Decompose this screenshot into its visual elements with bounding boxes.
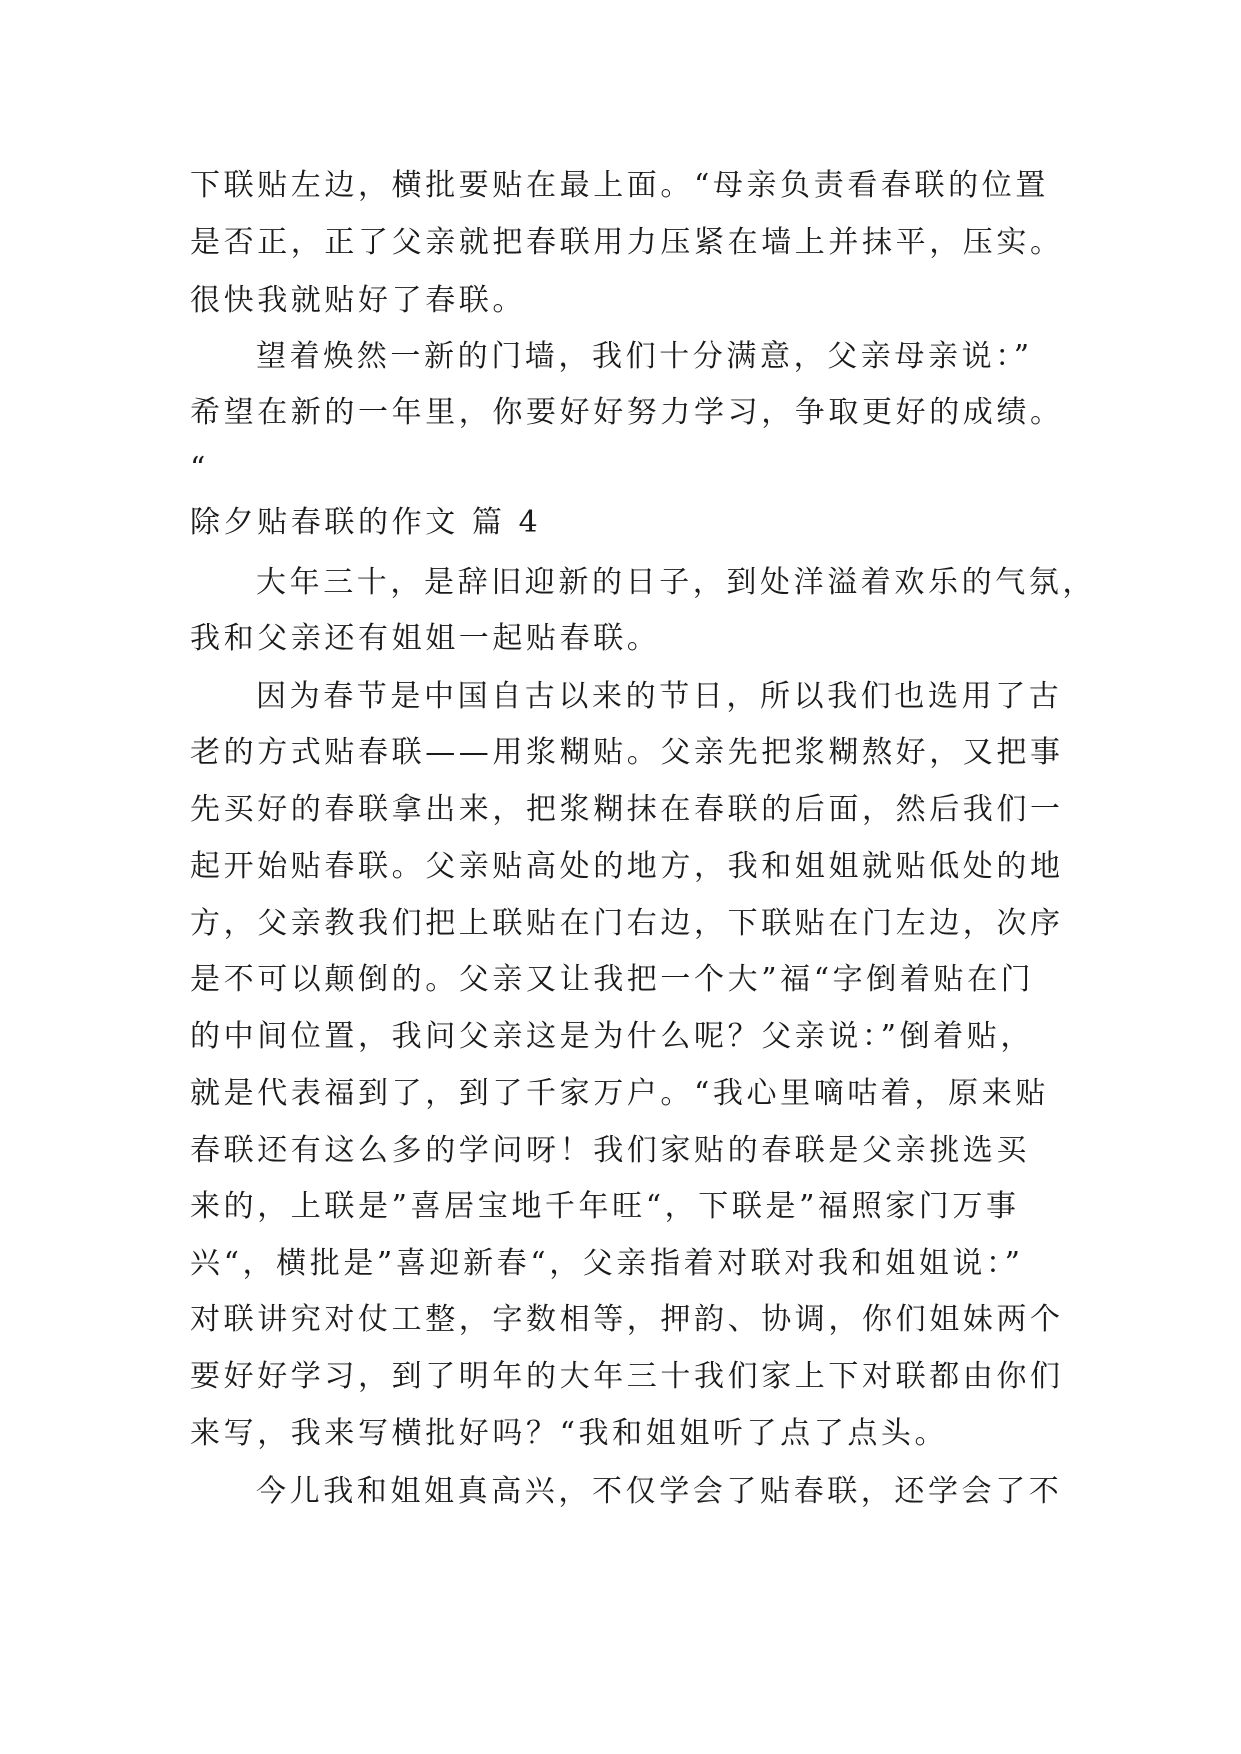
text-line: 来写，我来写横批好吗？“我和姐姐听了点了点头。	[190, 1416, 949, 1451]
text-line: 老的方式贴春联——用浆糊贴。父亲先把浆糊熬好，又把事	[190, 735, 1064, 770]
text-line: 对联讲究对仗工整，字数相等，押韵、协调，你们姐妹两个	[190, 1302, 1064, 1337]
text-line: 望着焕然一新的门墙，我们十分满意，父亲母亲说：”	[256, 339, 1033, 374]
text-line: 下联贴左边，横批要贴在最上面。“母亲负责看春联的位置	[190, 168, 1049, 203]
text-line: 希望在新的一年里，你要好好努力学习，争取更好的成绩。	[190, 395, 1064, 430]
text-line: 兴“，横批是”喜迎新春“，父亲指着对联对我和姐姐说：”	[190, 1246, 1024, 1281]
text-line: 先买好的春联拿出来，把浆糊抹在春联的后面，然后我们一	[190, 792, 1064, 827]
text-line: 因为春节是中国自古以来的节日，所以我们也选用了古	[256, 679, 1063, 714]
text-line: 方，父亲教我们把上联贴在门右边，下联贴在门左边，次序	[190, 906, 1064, 941]
text-line: 是不可以颠倒的。父亲又让我把一个大”福“字倒着贴在门	[190, 962, 1035, 997]
section-heading: 除夕贴春联的作文 篇 4	[190, 505, 542, 540]
text-line: “	[190, 451, 209, 486]
text-line: 我和父亲还有姐姐一起贴春联。	[190, 621, 661, 656]
text-line: 就是代表福到了，到了千家万户。“我心里嘀咕着，原来贴	[190, 1076, 1049, 1111]
text-line: 要好好学习，到了明年的大年三十我们家上下对联都由你们	[190, 1359, 1064, 1394]
text-line: 春联还有这么多的学问呀！我们家贴的春联是父亲挑选买	[190, 1133, 1030, 1168]
text-line: 的中间位置，我问父亲这是为什么呢？父亲说：”倒着贴，	[190, 1019, 1034, 1054]
text-line: 大年三十，是辞旧迎新的日子，到处洋溢着欢乐的气氛，	[256, 565, 1096, 600]
text-line: 很快我就贴好了春联。	[190, 283, 526, 318]
text-line: 来的，上联是”喜居宝地千年旺“，下联是”福照家门万事	[190, 1189, 1020, 1224]
text-line: 起开始贴春联。父亲贴高处的地方，我和姐姐就贴低处的地	[190, 849, 1064, 884]
text-line: 是否正，正了父亲就把春联用力压紧在墙上并抹平，压实。	[190, 225, 1064, 260]
text-line: 今儿我和姐姐真高兴，不仅学会了贴春联，还学会了不	[256, 1474, 1063, 1509]
